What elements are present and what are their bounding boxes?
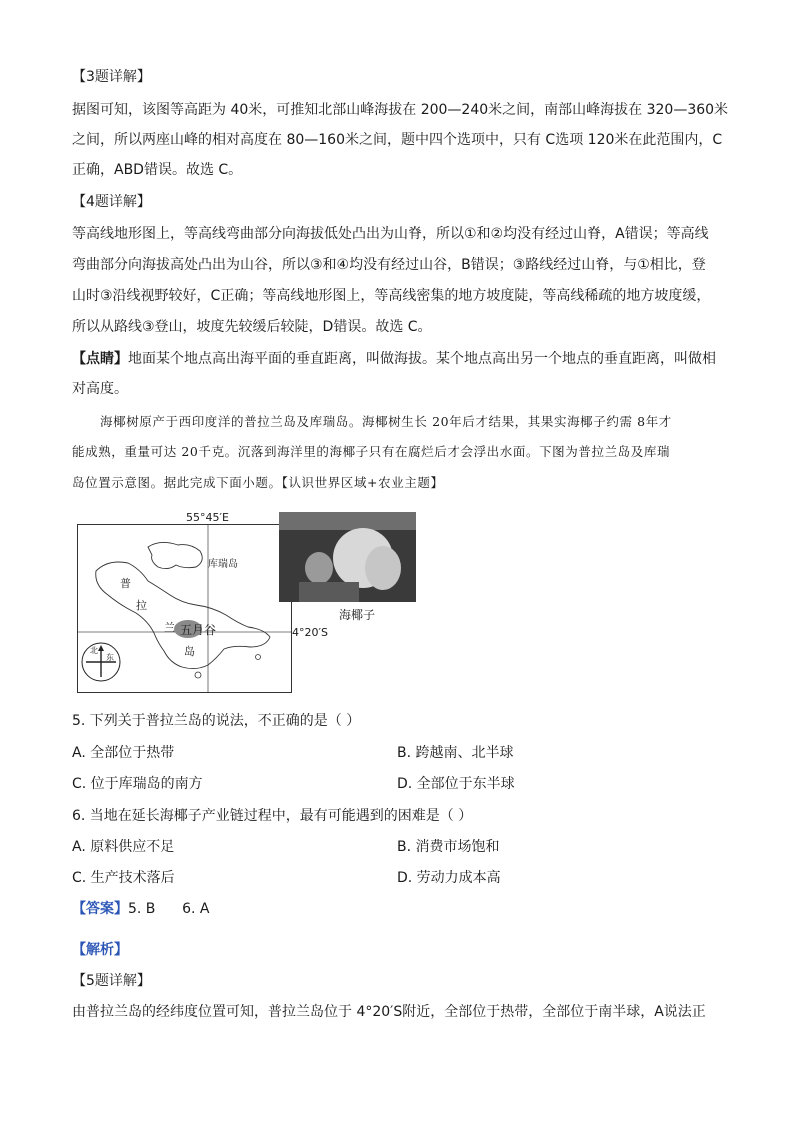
coco-de-mer-photo: [279, 512, 416, 602]
answer-text: 5. B 6. A: [128, 901, 210, 917]
analysis-label: 【解析】: [72, 942, 128, 958]
q4-header: 【4题详解】: [72, 194, 151, 210]
q6-option-d: D. 劳动力成本高: [397, 870, 501, 886]
praslin-label-1: 普: [120, 577, 131, 590]
q4-line-4: 所以从路线③登山，坡度先较缓后较陡，D错误。故选 C。: [72, 319, 432, 335]
q5-detail-line-1: 由普拉兰岛的经纬度位置可知，普拉兰岛位于 4°20′S附近，全部位于热带，全部位于南半球，A说法正: [72, 1004, 706, 1020]
curieuse-label: 库瑞岛: [208, 559, 238, 570]
islet: [256, 655, 261, 660]
q6-option-c: C. 生产技术落后: [72, 870, 175, 886]
coco-de-mer-photo-image: [279, 512, 416, 602]
compass-rose: [80, 641, 122, 683]
photo-caption: 海椰子: [339, 608, 376, 622]
compass-icon: [80, 641, 122, 683]
tip-line-2: 对高度。: [72, 381, 128, 397]
q6-option-b: B. 消费市场饱和: [397, 839, 500, 855]
q4-line-1: 等高线地形图上，等高线弯曲部分向海拔低处凸出为山脊，所以①和②均没有经过山脊，A错误；等高线: [72, 226, 709, 242]
q5-stem: 5. 下列关于普拉兰岛的说法，不正确的是（ ）: [72, 713, 361, 729]
answer-label: 【答案】: [72, 901, 128, 917]
tip-line-1: [72, 350, 722, 368]
q3-line-2: 之间，所以两座山峰的相对高度在 80—160米之间，题中四个选项中，只有 C选项 120米在此范围内，C: [72, 132, 723, 148]
q6-stem: 6. 当地在延长海椰子产业链过程中，最有可能遇到的困难是（ ）: [72, 808, 473, 824]
longitude-label: 55°45′E: [186, 511, 229, 524]
answer-line: [72, 900, 722, 918]
q4-line-2: 弯曲部分向海拔高处凸出为山谷，所以③和④均没有经过山谷，B错误；③路线经过山脊，与①相比，登: [72, 257, 706, 273]
q4-line-3: 山时③沿线视野较好，C正确；等高线地形图上，等高线密集的地方坡度陡，等高线稀疏的地方坡度缓，: [72, 288, 711, 304]
praslin-label-2: 拉: [136, 599, 147, 612]
valley-label: 五月谷: [180, 623, 217, 637]
islet: [195, 672, 201, 678]
praslin-label-3: 兰: [164, 621, 175, 634]
q5-option-d: D. 全部位于东半球: [397, 776, 515, 792]
praslin-label-4: 岛: [184, 645, 195, 658]
compass-east-label: 东: [106, 653, 114, 662]
q5-detail-header: 【5题详解】: [72, 973, 151, 989]
q3-line-3: 正确，ABD错误。故选 C。: [72, 162, 243, 178]
q6-option-a: A. 原料供应不足: [72, 839, 175, 855]
q5-option-c: C. 位于库瑞岛的南方: [72, 776, 203, 792]
curieuse-island-outline: [148, 542, 202, 568]
passage-line-1: 海椰树原产于西印度洋的普拉兰岛及库瑞岛。海椰树生长 20年后才结果，其果实海椰子约需 8年才: [100, 414, 672, 429]
latitude-label: 4°20′S: [292, 626, 328, 639]
tip-label: 【点睛】: [72, 351, 128, 367]
q5-option-b: B. 跨越南、北半球: [397, 745, 514, 761]
tip-text-1: 地面某个地点高出海平面的垂直距离，叫做海拔。某个地点高出另一个地点的垂直距离，叫做相: [128, 351, 716, 367]
passage-line-2: 能成熟，重量可达 20千克。沉落到海洋里的海椰子只有在腐烂后才会浮出水面。下图为普拉兰岛及库瑞: [72, 444, 671, 459]
q3-line-1: 据图可知，该图等高距为 40米，可推知北部山峰海拔在 200—240米之间，南部山峰海拔在 320—360米: [72, 102, 729, 118]
q3-header: 【3题详解】: [72, 69, 151, 85]
q5-option-a: A. 全部位于热带: [72, 745, 175, 761]
compass-north-label: 北: [90, 646, 98, 655]
passage-line-3: 岛位置示意图。据此完成下面小题。【认识世界区域+农业主题】: [72, 475, 444, 490]
